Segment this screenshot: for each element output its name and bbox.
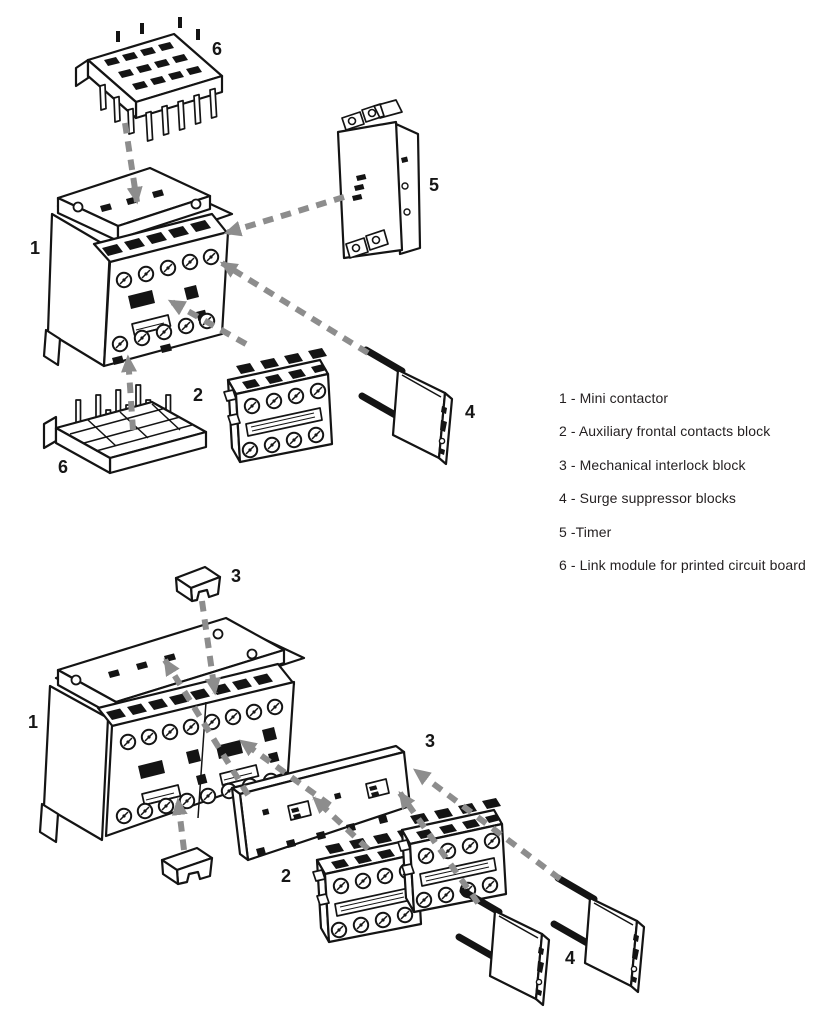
part-marker-1-bottom: 1: [28, 712, 39, 732]
part-marker-1-top: 1: [30, 238, 41, 258]
link-module-bottom-illustration: [44, 385, 206, 473]
part-marker-3-plate: 3: [425, 731, 436, 751]
surge-suppressor-right-illustration: [554, 878, 644, 992]
arrow-timer-to-contactor: [226, 197, 344, 233]
bottom-assembly-diagram: [40, 567, 644, 1005]
part-marker-5: 5: [429, 175, 440, 195]
legend-item-surge-suppressor: 4 - Surge suppressor blocks: [559, 490, 737, 507]
aux-contacts-block-illustration: [224, 348, 332, 462]
aux-contacts-block-right-illustration: [398, 798, 506, 912]
legend-item-mini-contactor: 1 - Mini contactor: [559, 390, 669, 406]
surge-suppressor-illustration: [362, 350, 452, 464]
timer-illustration: [338, 100, 420, 258]
interlock-clip-bottom-illustration: [162, 848, 212, 884]
part-marker-4-top: 4: [465, 402, 476, 422]
link-module-top-illustration: [76, 17, 222, 141]
part-marker-2-top: 2: [193, 385, 204, 405]
legend-item-timer: 5 -Timer: [559, 523, 612, 540]
part-marker-2-bottom: 2: [281, 866, 292, 886]
part-marker-6-bottom: 6: [58, 457, 69, 477]
legend-item-aux-contacts: 2 - Auxiliary frontal contacts block: [559, 423, 771, 440]
part-marker-4-bottom: 4: [565, 948, 576, 968]
top-assembly-diagram: [44, 17, 452, 473]
interlock-clip-top-illustration: [176, 567, 220, 601]
legend-item-link-module: 6 - Link module for printed circuit board: [559, 556, 806, 573]
surge-suppressor-left-illustration: [459, 891, 549, 1005]
part-marker-3-clip: 3: [231, 566, 242, 586]
legend-item-interlock: 3 - Mechanical interlock block: [559, 456, 746, 473]
parts-legend: [559, 389, 833, 589]
part-marker-6-top: 6: [212, 39, 223, 59]
